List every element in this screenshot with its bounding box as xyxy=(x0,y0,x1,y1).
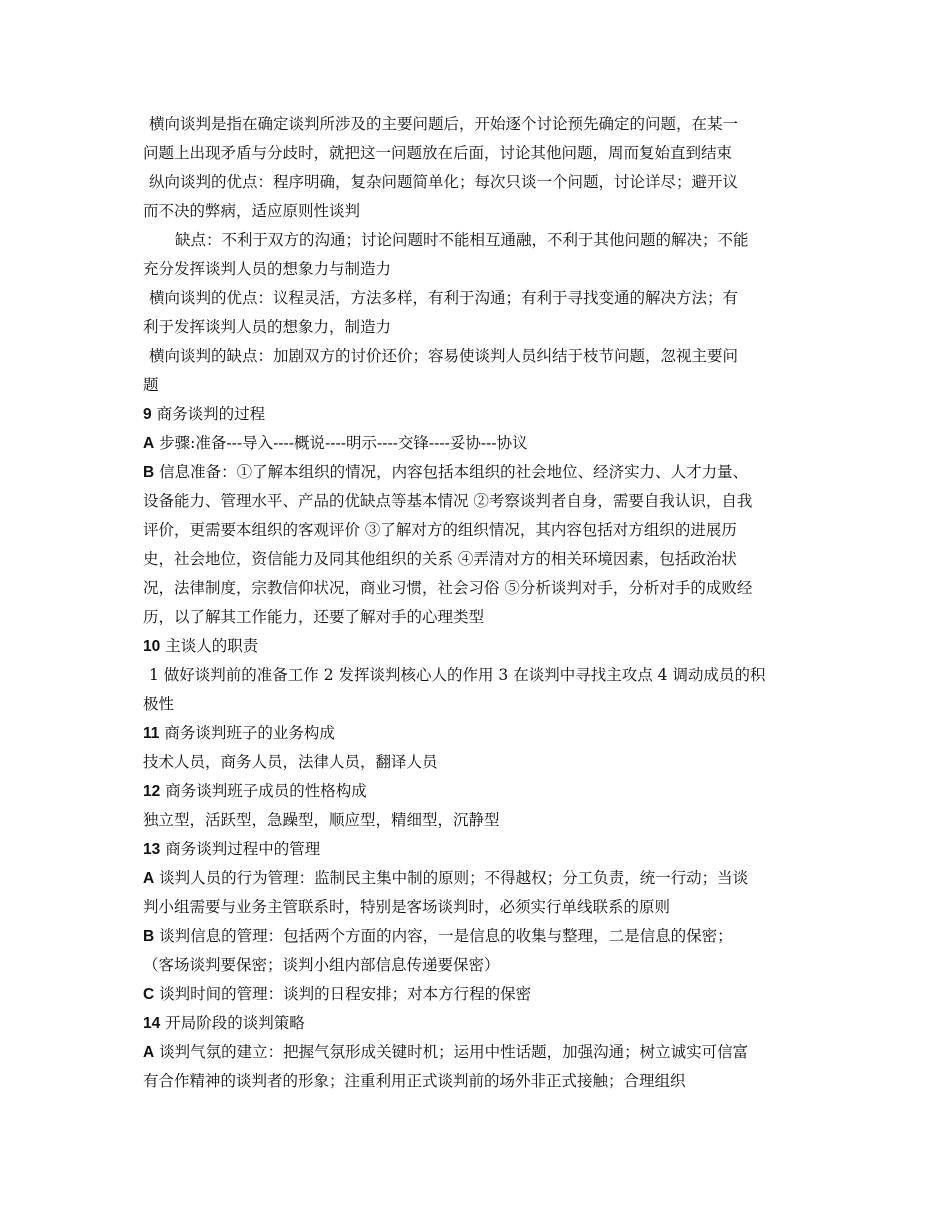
section-10-heading xyxy=(143,632,813,661)
item-label: A xyxy=(143,1044,155,1061)
section-number: 13 xyxy=(143,841,161,858)
item-label: A xyxy=(143,870,155,887)
paragraph-horizontal-disadvantages-line1: 横向谈判的缺点：加剧双方的讨价还价；容易使谈判人员纠结于枝节问题，忽视主要问 xyxy=(149,347,739,365)
section-number: 9 xyxy=(143,406,152,423)
item-text: 谈判信息的管理：包括两个方面的内容，一是信息的收集与整理，二是信息的保密； xyxy=(159,927,733,945)
section-number: 12 xyxy=(143,783,161,800)
section-title: 开局阶段的谈判策略 xyxy=(165,1014,305,1032)
paragraph-vertical-advantages-line2: 而不决的弊病，适应原则性谈判 xyxy=(143,202,361,220)
item-label: B xyxy=(143,464,155,481)
section-12-heading xyxy=(143,777,813,806)
section-number: 11 xyxy=(143,725,160,742)
section-13-item-a-line2: 判小组需要与业务主管联系时，特别是客场谈判时，必须实行单线联系的原则 xyxy=(143,898,671,916)
section-9-item-b-line2: 设备能力、管理水平、产品的优缺点等基本情况 ②考察谈判者自身，需要自我认识，自我 xyxy=(143,492,753,510)
section-number: 14 xyxy=(143,1015,161,1032)
section-9-item-b-line6: 历，以了解其工作能力，还要了解对手的心理类型 xyxy=(143,608,485,626)
item-label: A xyxy=(143,435,155,452)
section-9-item-b-line5: 况，法律制度，宗教信仰状况，商业习惯，社会习俗 ⑤分析谈判对手，分析对手的成败经 xyxy=(143,579,753,597)
section-13-item-b-line1 xyxy=(143,922,813,951)
section-13-heading xyxy=(143,835,813,864)
section-14-item-a-line1 xyxy=(143,1038,813,1067)
item-text: 谈判人员的行为管理：监制民主集中制的原则；不得越权；分工负责，统一行动；当谈 xyxy=(159,869,749,887)
section-13-item-b-line2: （客场谈判要保密；谈判小组内部信息传递要保密） xyxy=(143,956,500,974)
item-text: 信息准备：①了解本组织的情况，内容包括本组织的社会地位、经济实力、人才力量、 xyxy=(159,463,749,481)
section-title: 主谈人的职责 xyxy=(165,637,259,655)
item-label: C xyxy=(143,986,155,1003)
paragraph-horizontal-definition-line1: 横向谈判是指在确定谈判所涉及的主要问题后，开始逐个讨论预先确定的问题，在某一 xyxy=(149,115,739,133)
item-label: B xyxy=(143,928,155,945)
paragraph-horizontal-disadvantages-line2: 题 xyxy=(143,376,159,394)
section-title: 商务谈判班子的业务构成 xyxy=(164,724,335,742)
paragraph-horizontal-advantages-line1: 横向谈判的优点：议程灵活，方法多样，有利于沟通；有利于寻找变通的解决方法；有 xyxy=(149,289,739,307)
section-9-item-b-line4: 史，社会地位，资信能力及同其他组织的关系 ④弄清对方的相关环境因素，包括政治状 xyxy=(143,550,737,568)
section-13-item-c xyxy=(143,980,813,1009)
item-text: 谈判时间的管理：谈判的日程安排；对本方行程的保密 xyxy=(159,985,532,1003)
section-9-item-b-line1 xyxy=(143,458,813,487)
section-10-line2: 极性 xyxy=(143,695,175,713)
paragraph-vertical-disadvantages-line1: 缺点：不利于双方的沟通；讨论问题时不能相互通融，不利于其他问题的解决；不能 xyxy=(175,231,749,249)
item-text: 步骤:准备---导入----概说----明示----交锋----妥协---协议 xyxy=(159,434,528,452)
document-page xyxy=(143,110,813,1096)
section-title: 商务谈判班子成员的性格构成 xyxy=(165,782,367,800)
item-text: 谈判气氛的建立：把握气氛形成关键时机；运用中性话题，加强沟通；树立诚实可信富 xyxy=(159,1043,749,1061)
section-9-item-b-line3: 评价，更需要本组织的客观评价 ③了解对方的组织情况，其内容包括对方组织的进展历 xyxy=(143,521,737,539)
section-11-heading xyxy=(143,719,813,748)
section-title: 商务谈判的过程 xyxy=(156,405,266,423)
section-title: 商务谈判过程中的管理 xyxy=(165,840,321,858)
section-9-item-a xyxy=(143,429,813,458)
paragraph-vertical-advantages-line1: 纵向谈判的优点：程序明确，复杂问题简单化；每次只谈一个问题，讨论详尽；避开议 xyxy=(149,173,739,191)
section-12-text: 独立型，活跃型，急躁型，顺应型，精细型，沉静型 xyxy=(143,811,500,829)
paragraph-horizontal-advantages-line2: 利于发挥谈判人员的想象力，制造力 xyxy=(143,318,392,336)
section-13-item-a-line1 xyxy=(143,864,813,893)
section-9-heading xyxy=(143,400,813,429)
paragraph-horizontal-definition-line2: 问题上出现矛盾与分歧时，就把这一问题放在后面，讨论其他问题，周而复始直到结束 xyxy=(143,144,733,162)
section-number: 10 xyxy=(143,638,161,655)
section-10-line1: 1 做好谈判前的准备工作 2 发挥谈判核心人的作用 3 在谈判中寻找主攻点 4 调动成员的积 xyxy=(149,666,766,684)
section-14-heading xyxy=(143,1009,813,1038)
paragraph-vertical-disadvantages-line2: 充分发挥谈判人员的想象力与制造力 xyxy=(143,260,392,278)
section-11-text: 技术人员，商务人员，法律人员，翻译人员 xyxy=(143,753,438,771)
section-14-item-a-line2: 有合作精神的谈判者的形象；注重利用正式谈判前的场外非正式接触；合理组织 xyxy=(143,1072,686,1090)
